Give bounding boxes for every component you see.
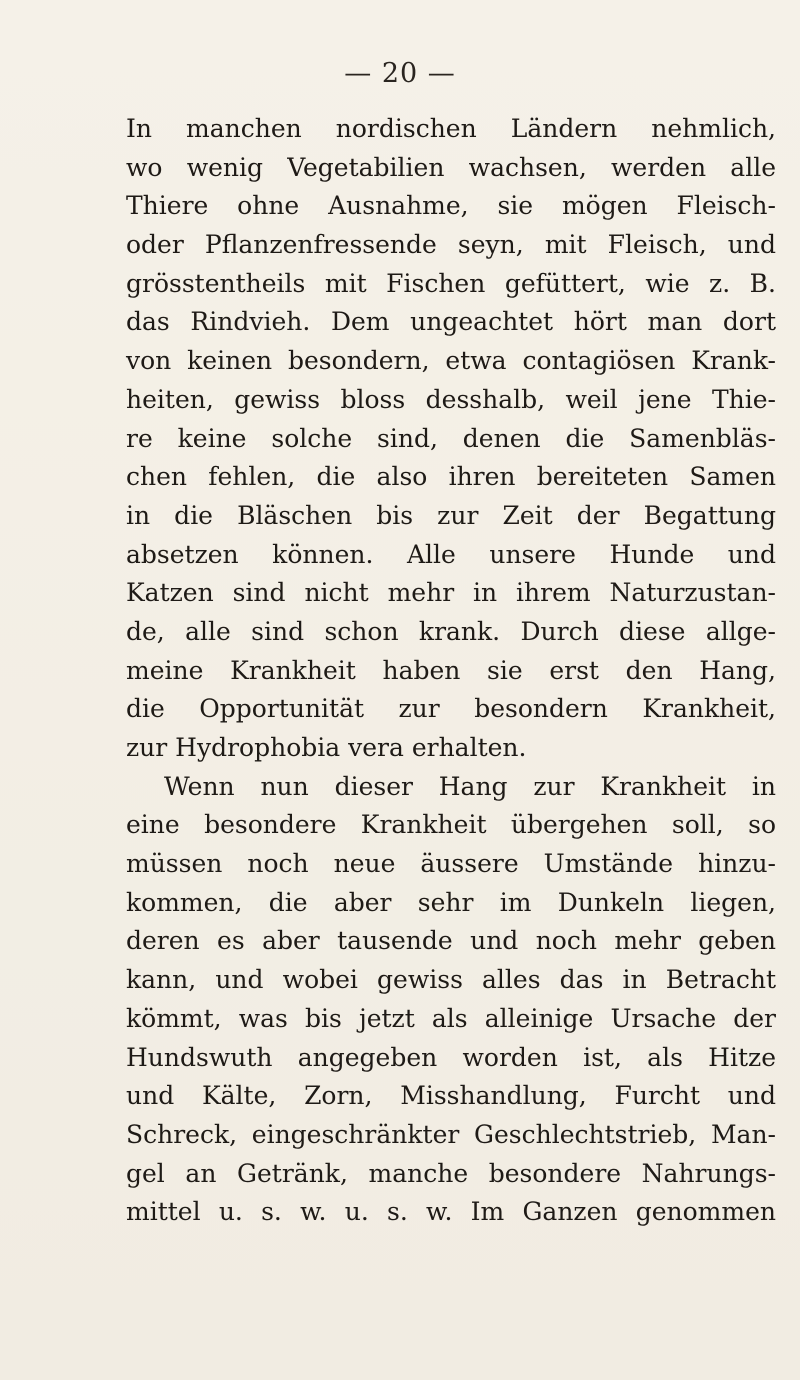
paragraph-end-line: zur Hydrophobia vera erhalten. (126, 733, 527, 762)
text-line: kann, und wobei gewiss alles das in Betracht (126, 965, 776, 995)
text-line: Schreck, eingeschränkter Geschlechtstrieb, Man- (126, 1119, 776, 1149)
text-line: deren es aber tausende und noch mehr geben (126, 926, 776, 956)
text-line: von keinen besondern, etwa contagiösen Krank- (126, 346, 776, 376)
text-line: kömmt, was bis jetzt als alleinige Ursache der (126, 1003, 776, 1033)
text-line: de, alle sind schon krank. Durch diese allge- (126, 616, 776, 646)
text-line: müssen noch neue äussere Umstände hinzu- (126, 849, 776, 879)
text-line: oder Pflanzenfressende seyn, mit Fleisch, und (126, 230, 776, 260)
text-line: die Opportunität zur besondern Krankheit, (126, 694, 776, 724)
text-line: re keine solche sind, denen die Samenbläs- (126, 423, 776, 453)
text-line: mittel u. s. w. u. s. w. Im Ganzen genommen (126, 1197, 776, 1227)
text-line: absetzen können. Alle unsere Hunde und (126, 539, 776, 569)
page-number: — 20 — (344, 58, 456, 89)
text-line: grösstentheils mit Fischen gefüttert, wie z. B. (126, 268, 776, 298)
text-line: Thiere ohne Ausnahme, sie mögen Fleisch- (126, 191, 776, 221)
text-line: wo wenig Vegetabilien wachsen, werden alle (126, 152, 776, 182)
text-line: In manchen nordischen Ländern nehmlich, (126, 114, 776, 143)
text-line: das Rindvieh. Dem ungeachtet hört man dort (126, 307, 776, 337)
paragraph-start-line: Wenn nun dieser Hang zur Krankheit in (164, 771, 776, 801)
body-text (126, 110, 776, 1232)
text-line: und Kälte, Zorn, Misshandlung, Furcht und (126, 1081, 776, 1111)
text-line: eine besondere Krankheit übergehen soll, so (126, 810, 776, 840)
text-line: meine Krankheit haben sie erst den Hang, (126, 655, 776, 685)
text-line: Hundswuth angegeben worden ist, als Hitze (126, 1042, 776, 1072)
text-line: chen fehlen, die also ihren bereiteten Samen (126, 462, 776, 492)
text-line: heiten, gewiss bloss desshalb, weil jene Thie- (126, 384, 776, 414)
text-line: Katzen sind nicht mehr in ihrem Naturzustan- (126, 578, 776, 608)
text-line: gel an Getränk, manche besondere Nahrungs- (126, 1158, 776, 1188)
text-line: kommen, die aber sehr im Dunkeln liegen, (126, 887, 776, 917)
text-line: in die Bläschen bis zur Zeit der Begattung (126, 500, 776, 530)
